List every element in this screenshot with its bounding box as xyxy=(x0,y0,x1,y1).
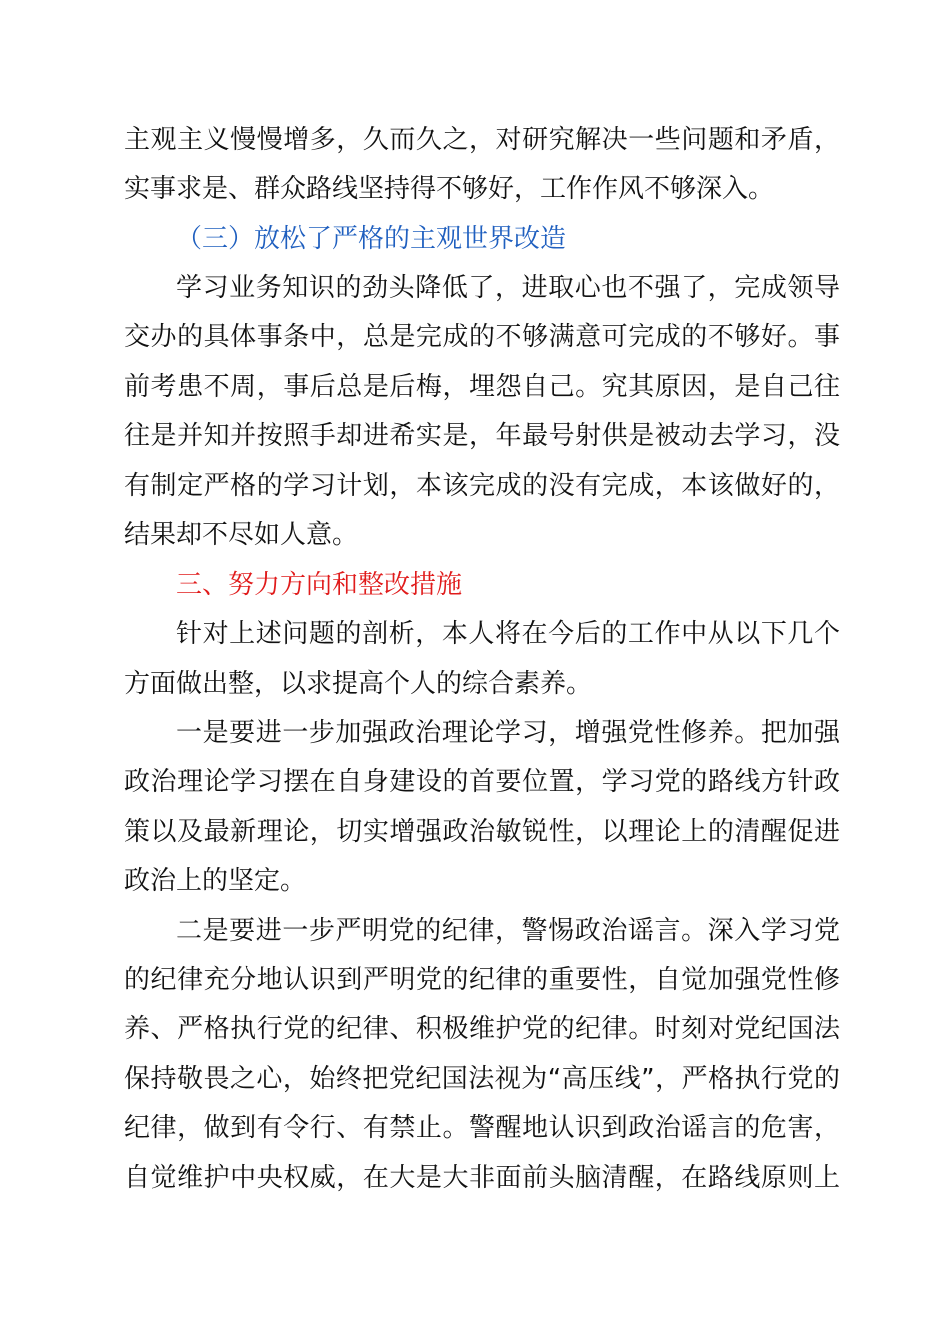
body-text-line: 的纪律充分地认识到严明党的纪律的重要性，自觉加强党性修 xyxy=(124,965,840,995)
body-text-line: 自觉维护中央权威，在大是大非面前头脑清醒，在路线原则上 xyxy=(124,1163,840,1193)
body-text-line: 策以及最新理论，切实增强政治敏锐性，以理论上的清醒促进 xyxy=(124,817,840,847)
paragraph-first-line: 学习业务知识的劲头降低了，进取心也不强了，完成领导 xyxy=(176,273,840,303)
body-text-line: 政治上的坚定。 xyxy=(124,866,307,896)
paragraph-first-line: 针对上述问题的剖析，本人将在今后的工作中从以下几个 xyxy=(176,619,840,649)
body-text-line: 养、严格执行党的纪律、积极维护党的纪律。时刻对党纪国法 xyxy=(124,1014,840,1044)
subheading-3: （三）放松了严格的主观世界改造 xyxy=(176,224,567,254)
body-text-line: 方面做出整，以求提高个人的综合素养。 xyxy=(124,669,593,699)
body-text-line: 交办的具体事条中，总是完成的不够满意可完成的不够好。事 xyxy=(124,322,840,352)
body-text-line: 政治理论学习摆在自身建设的首要位置，学习党的路线方针政 xyxy=(124,767,840,797)
body-text-line: 结果却不尽如人意。 xyxy=(124,520,359,550)
body-text-line: 主观主义慢慢增多，久而久之，对研究解决一些问题和矛盾， xyxy=(124,125,840,155)
paragraph-first-line: 二是要进一步严明党的纪律，警惕政治谣言。深入学习党 xyxy=(176,916,840,946)
body-text-line: 纪律，做到有令行、有禁止。警醒地认识到政治谣言的危害， xyxy=(124,1113,840,1143)
body-text-line: 实事求是、群众路线坚持得不够好，工作作风不够深入。 xyxy=(124,174,775,204)
paragraph-first-line: 一是要进一步加强政治理论学习，增强党性修养。把加强 xyxy=(176,718,840,748)
body-text-line: 往是并知并按照手却进希实是，年最号射供是被动去学习，没 xyxy=(124,421,840,451)
body-text-line: 有制定严格的学习计划，本该完成的没有完成，本该做好的， xyxy=(124,471,840,501)
body-text-line: 保持敬畏之心，始终把党纪国法视为“高压线”，严格执行党的 xyxy=(124,1064,840,1094)
body-text-line: 前考患不周，事后总是后梅，埋怨自己。究其原因，是自己往 xyxy=(124,372,840,402)
section-heading: 三、努力方向和整改措施 xyxy=(176,570,463,600)
